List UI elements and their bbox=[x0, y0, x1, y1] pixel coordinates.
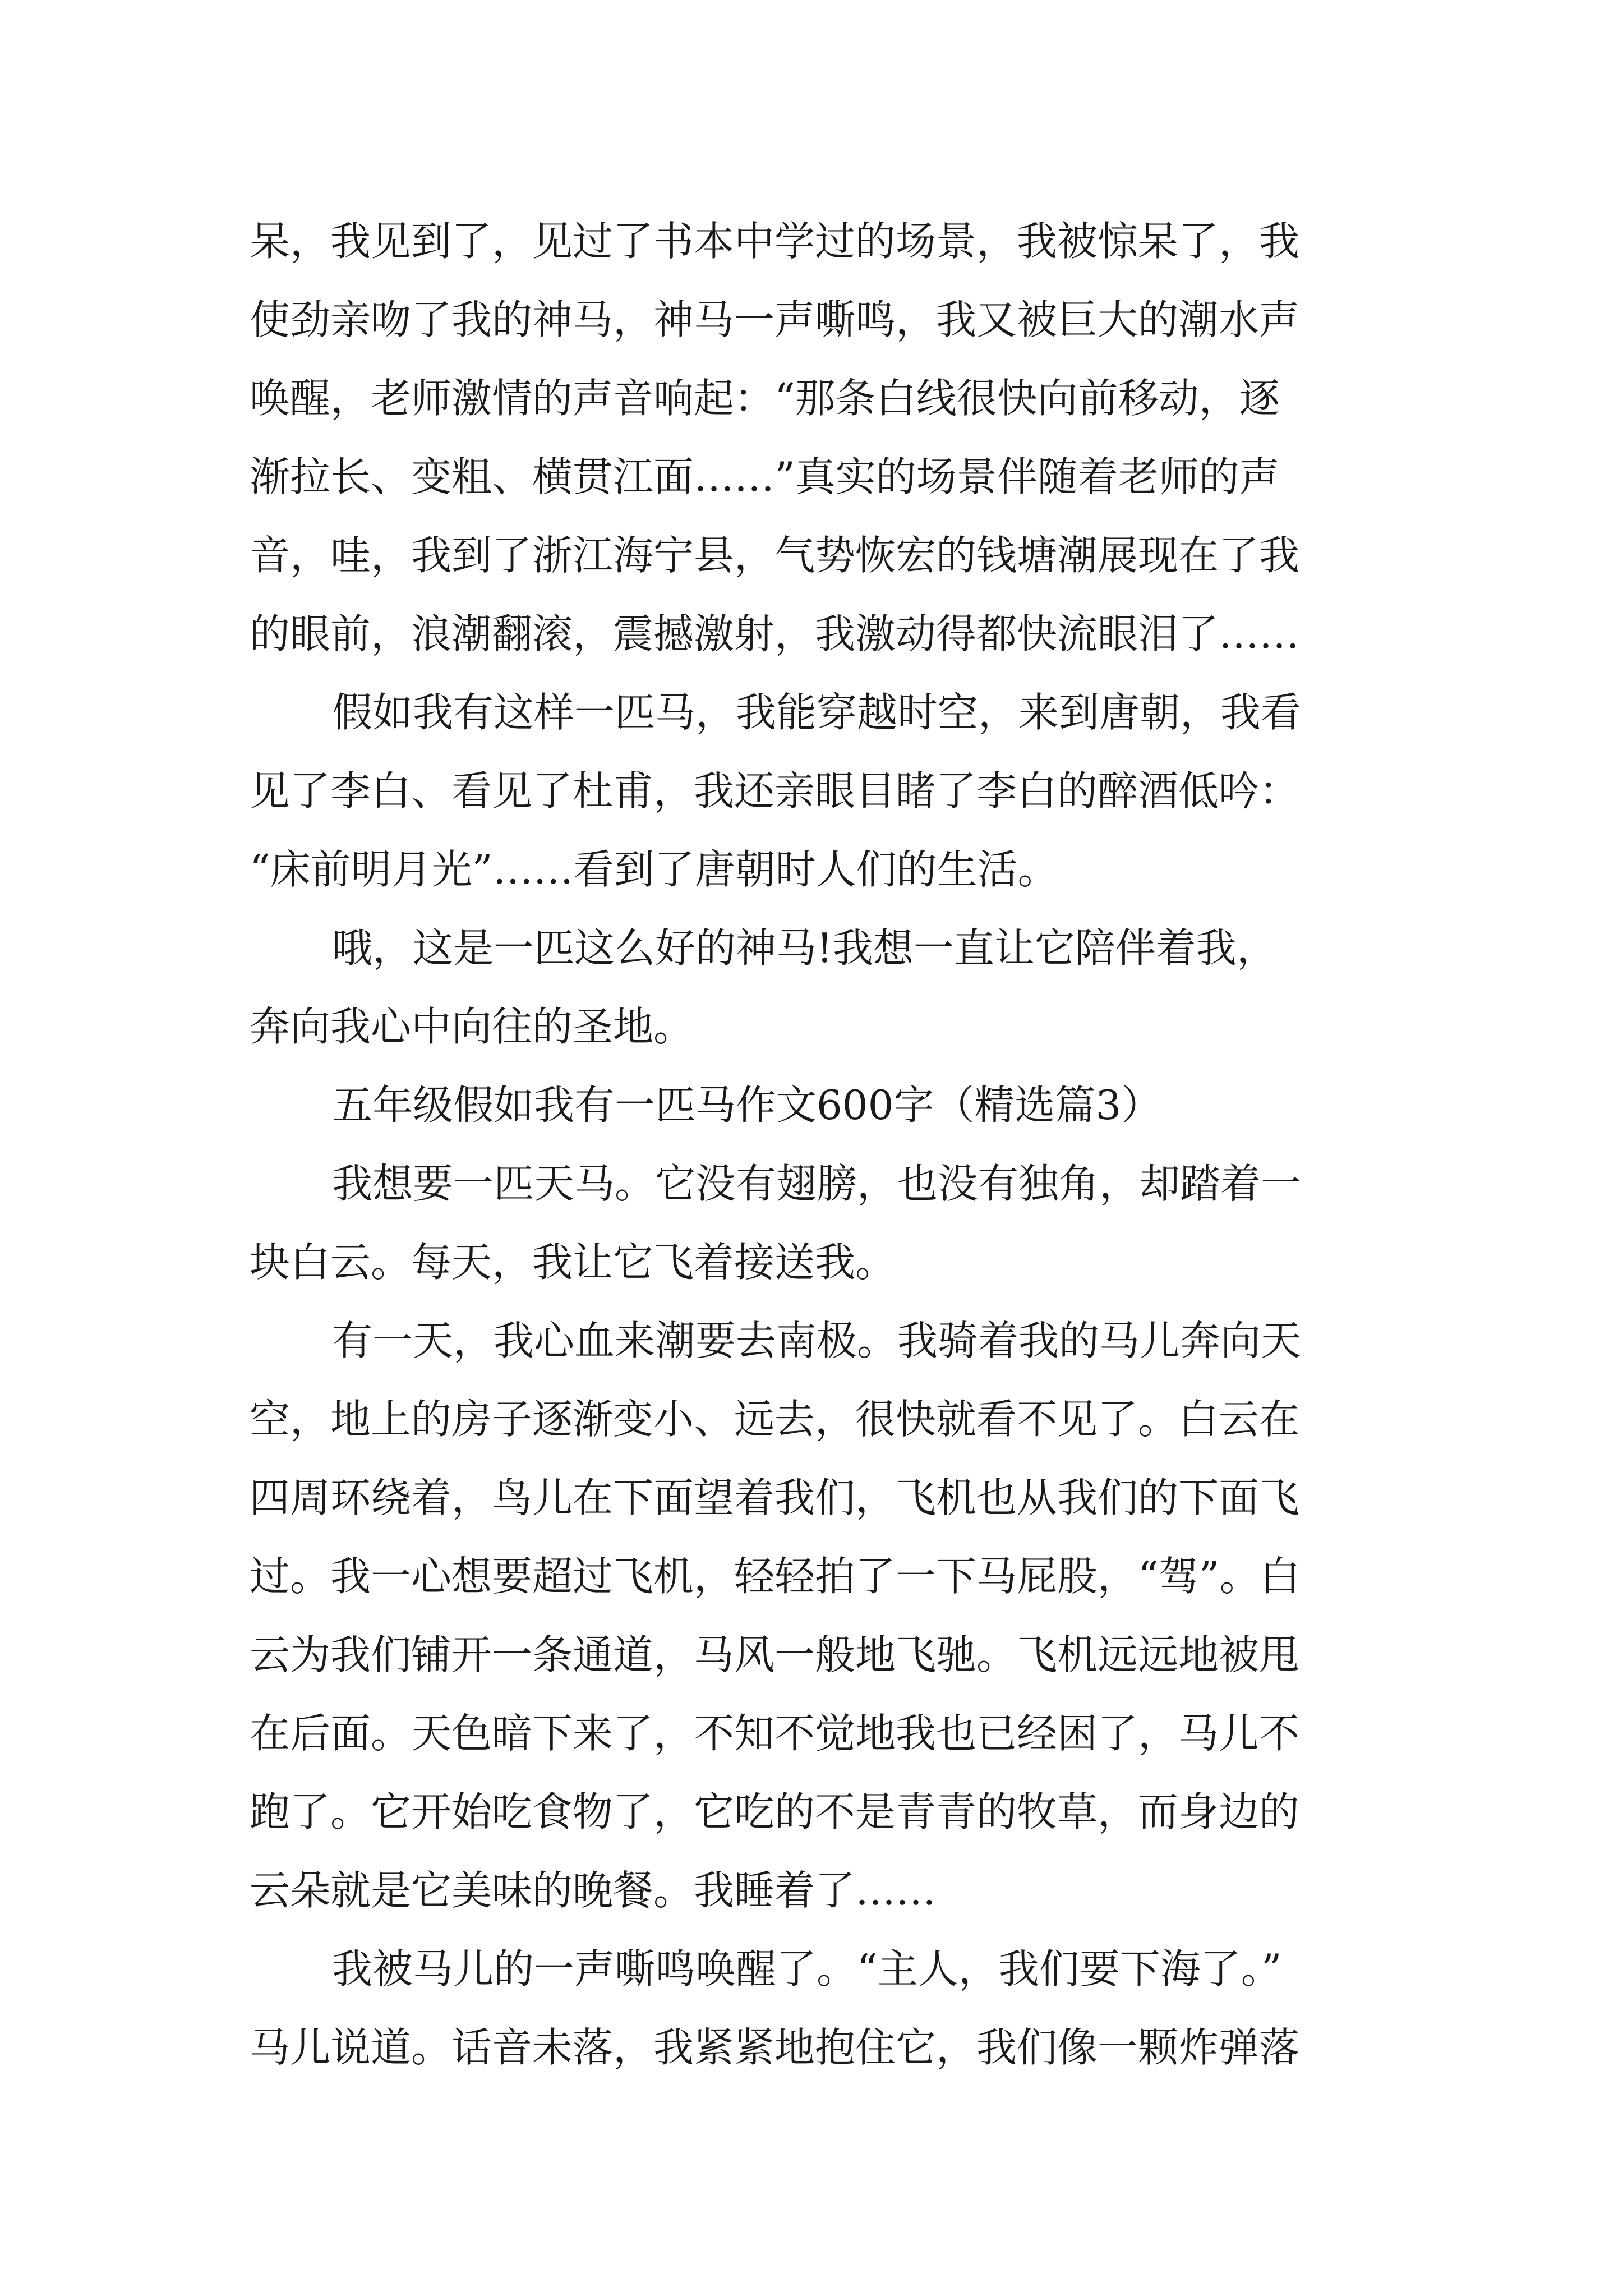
text-line: 云为我们铺开一条通道，马风一般地飞驰。飞机远远地被甩 bbox=[250, 1631, 1300, 1678]
text-line: 假如我有这样一匹马，我能穿越时空，来到唐朝，我看 bbox=[332, 689, 1302, 736]
text-line: 我被马儿的一声嘶鸣唤醒了。“主人，我们要下海了。” bbox=[332, 1945, 1282, 1993]
text-line: 渐拉长、变粗、横贯江面……”真实的场景伴随着老师的声 bbox=[250, 453, 1280, 500]
text-line: 空，地上的房子逐渐变小、远去，很快就看不见了。白云在 bbox=[250, 1396, 1300, 1443]
text-line: 在后面。天色暗下来了，不知不觉地我也已经困了，马儿不 bbox=[250, 1710, 1300, 1757]
text-line: 呆，我见到了，见过了书本中学过的场景，我被惊呆了，我 bbox=[250, 218, 1300, 265]
text-line: 四周环绕着，鸟儿在下面望着我们，飞机也从我们的下面飞 bbox=[250, 1474, 1300, 1521]
text-line: 奔向我心中向往的圣地。 bbox=[250, 1003, 694, 1050]
text-line: 使劲亲吻了我的神马，神马一声嘶鸣，我又被巨大的潮水声 bbox=[250, 296, 1300, 343]
text-line: 唤醒，老师激情的声音响起：“那条白线很快向前移动，逐 bbox=[250, 375, 1280, 422]
text-line: 音，哇，我到了浙江海宁县，气势恢宏的钱塘潮展现在了我 bbox=[250, 532, 1300, 579]
text-line: 有一天，我心血来潮要去南极。我骑着我的马儿奔向天 bbox=[332, 1317, 1302, 1364]
text-line: 见了李白、看见了杜甫，我还亲眼目睹了李白的醉酒低吟： bbox=[250, 767, 1300, 815]
text-line: 我想要一匹天马。它没有翅膀，也没有独角，却踏着一 bbox=[332, 1160, 1302, 1207]
text-line: 块白云。每天，我让它飞着接送我。 bbox=[250, 1239, 896, 1286]
section-heading: 五年级假如我有一匹马作文600字（精选篇3） bbox=[332, 1082, 1162, 1129]
text-line: “床前明月光”……看到了唐朝时人们的生活。 bbox=[250, 846, 1058, 893]
text-line: 过。我一心想要超过飞机，轻轻拍了一下马屁股，“驾”。白 bbox=[250, 1553, 1301, 1600]
text-line: 的眼前，浪潮翻滚，震撼激射，我激动得都快流眼泪了…… bbox=[250, 610, 1300, 657]
text-line: 哦，这是一匹这么好的神马!我想一直让它陪伴着我， bbox=[332, 924, 1277, 972]
text-line: 跑了。它开始吃食物了，它吃的不是青青的牧草，而身边的 bbox=[250, 1788, 1300, 1835]
text-line: 马儿说道。话音未落，我紧紧地抱住它，我们像一颗炸弹落 bbox=[250, 2024, 1300, 2071]
text-line: 云朵就是它美味的晚餐。我睡着了…… bbox=[250, 1867, 937, 1914]
